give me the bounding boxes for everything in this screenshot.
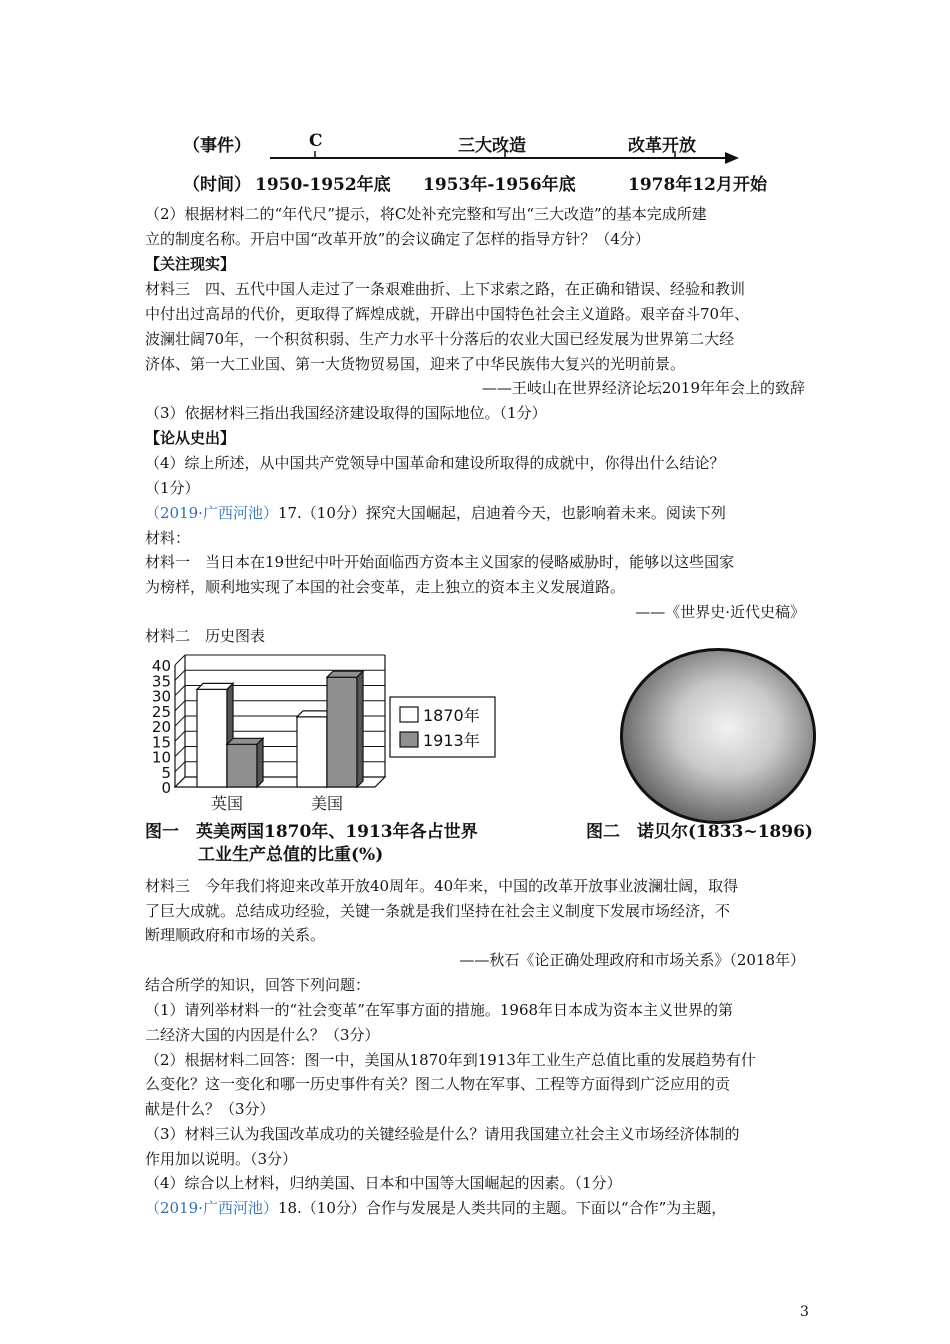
q17-1-line-2: 二经济大国的内因是什么？（3分）: [145, 1026, 380, 1044]
q17-2-line-1: （2）根据材料二回答：图一中，美国从1870年到1913年工业生产总值比重的发展趋势有什: [145, 1051, 756, 1069]
page-number: 3: [800, 1304, 809, 1320]
q17-4: （4）综合以上材料，归纳美国、日本和中国等大国崛起的因素。（1分）: [145, 1174, 622, 1192]
grid-diag: [175, 670, 185, 680]
legend-label: 1870年: [423, 706, 480, 725]
chart-caption-line-1: 图一 英美两国1870年、1913年各占世界: [145, 822, 478, 842]
y-tick-label: 35: [151, 672, 171, 691]
grid-diag: [175, 701, 185, 711]
q17-3-line-2: 作用加以说明。（3分）: [145, 1150, 298, 1168]
material-3-line-2: 中付出过高昂的代价，更取得了辉煌成就，开辟出中国特色社会主义道路。艰辛奋斗70年、: [145, 305, 750, 323]
bar: [197, 689, 227, 787]
question-17-text: 17.（10分）探究大国崛起，启迪着今天，也影响着未来。阅读下列: [277, 504, 726, 522]
bar-chart: [145, 652, 565, 817]
legend-swatch: [400, 732, 418, 747]
y-tick-label: 10: [151, 748, 171, 767]
grid-diag: [175, 731, 185, 741]
q17-2-line-2: 么变化？这一变化和哪一历史事件有关？图二人物在军事、工程等方面得到广泛应用的贡: [145, 1075, 731, 1093]
timeline-event-label: （事件）: [183, 136, 251, 156]
material-3b-line-2: 了巨大成就。总结成功经验，关键一条就是我们坚持在社会主义制度下发展市场经济，不: [145, 902, 731, 920]
timeline-time-2: 1953年-1956年底: [423, 175, 576, 195]
y-tick-label: 0: [161, 779, 171, 797]
bar: [327, 677, 357, 787]
question-18-text: 18.（10分）合作与发展是人类共同的主题。下面以“合作”为主题，: [277, 1199, 727, 1217]
question-17-intro: [145, 503, 726, 523]
timeline-event-three-reforms: 三大改造: [458, 136, 526, 156]
question-4-line-2: （1分）: [145, 479, 200, 497]
y-tick-label: 25: [151, 702, 171, 721]
legend-label: 1913年: [423, 731, 480, 750]
y-tick-label: 20: [151, 718, 171, 736]
timeline-event-reform-opening: 改革开放: [628, 136, 696, 156]
material-3b-source: ——秋石《论正确处理政府和市场关系》（2018年）: [459, 951, 805, 969]
bar-side: [357, 671, 363, 787]
legend-swatch: [400, 707, 418, 722]
material-1-line-1: 材料一 当日本在19世纪中叶开始面临西方资本主义国家的侵略威胁时，能够以这些国家: [145, 553, 735, 571]
y-tick-label: 15: [151, 733, 171, 752]
portrait-caption: 图二 诺贝尔(1833~1896): [586, 822, 813, 842]
material-1-source: ——《世界史·近代史稿》: [635, 603, 805, 621]
question-3: （3）依据材料三指出我国经济建设取得的国际地位。（1分）: [145, 404, 547, 422]
material-3-line-1: 材料三 四、五代中国人走过了一条艰难曲折、上下求索之路，在正确和错误、经验和教训: [145, 280, 746, 298]
instructions: 结合所学的知识，回答下列问题：: [145, 976, 371, 994]
source-tag[interactable]: （2019·广西河池）: [145, 504, 278, 522]
section-heading-reality: 【关注现实】: [145, 255, 236, 273]
timeline-time-label: （时间）: [183, 175, 251, 195]
q17-3-line-1: （3）材料三认为我国改革成功的关键经验是什么？请用我国建立社会主义市场经济体制的: [145, 1125, 740, 1143]
q17-1-line-1: （1）请列举材料一的“社会变革”在军事方面的措施。1968年日本成为资本主义世界的第: [145, 1001, 734, 1019]
grid-diag: [175, 762, 185, 772]
material-3-source: ——王岐山在世界经济论坛2019年年会上的致辞: [481, 379, 805, 397]
source-tag-18[interactable]: （2019·广西河池）: [145, 1199, 278, 1217]
material-3b-line-1: 材料三 今年我们将迎来改革开放40周年。40年来，中国的改革开放事业波澜壮阔，取得: [145, 877, 739, 895]
grid-diag: [175, 686, 185, 696]
grid-diag: [175, 655, 185, 665]
question-4-line-1: （4）综上所述，从中国共产党领导中国革命和建设所取得的成就中，你得出什么结论？: [145, 454, 725, 472]
bar: [227, 744, 257, 787]
y-tick-label: 40: [151, 657, 171, 675]
timeline-event-c: C: [309, 131, 323, 151]
chart-caption-line-2: 工业生产总值的比重(%): [198, 845, 384, 865]
material-3-line-4: 济体、第一大工业国、第一大货物贸易国，迎来了中华民族伟大复兴的光明前景。: [145, 355, 686, 373]
y-tick-label: 30: [151, 687, 171, 706]
material-3b-line-3: 断理顺政府和市场的关系。: [145, 926, 326, 944]
question-2-line-2: 立的制度名称。开启中国“改革开放”的会议确定了怎样的指导方针？（4分）: [145, 230, 650, 248]
question-2-line-1: （2）根据材料二的“年代尺”提示，将C处补充完整和写出“三大改造”的基本完成所建: [145, 205, 707, 223]
q17-2-line-3: 献是什么？（3分）: [145, 1100, 275, 1118]
nobel-portrait: [620, 648, 816, 824]
y-tick-label: 5: [161, 763, 171, 782]
section-heading-history: 【论从史出】: [145, 429, 236, 447]
timeline-time-3: 1978年12月开始: [628, 175, 767, 195]
question-18-intro: [145, 1198, 726, 1218]
material-2-heading: 材料二 历史图表: [145, 627, 266, 645]
question-17-line-2: 材料：: [145, 529, 191, 547]
grid-diag: [175, 716, 185, 726]
grid-diag: [175, 777, 185, 787]
x-category-label: 美国: [310, 794, 344, 813]
grid-diag: [175, 747, 185, 757]
timeline-time-1: 1950-1952年底: [255, 175, 391, 195]
x-category-label: 英国: [210, 794, 244, 813]
material-3-line-3: 波澜壮阔70年，一个积贫积弱、生产力水平十分落后的农业大国已经发展为世界第二大经: [145, 330, 735, 348]
bar-side: [257, 738, 263, 787]
material-1-line-2: 为榜样，顺利地实现了本国的社会变革，走上独立的资本主义发展道路。: [145, 578, 626, 596]
bar: [297, 717, 327, 787]
